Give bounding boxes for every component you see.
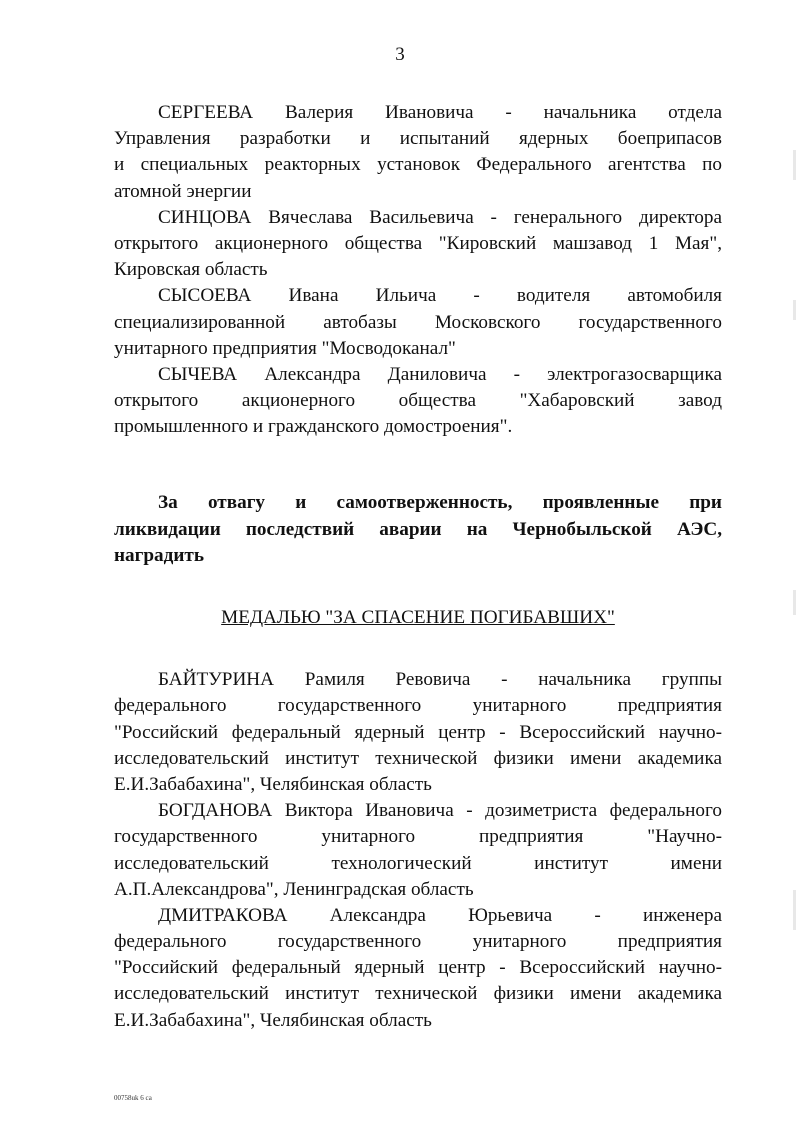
section-gap: [114, 440, 722, 490]
entry-line: и специальных реакторных установок Федерального агентства по: [114, 154, 722, 176]
entry-line: БОГДАНОВА Виктора Ивановича - дозиметриста федерального: [158, 800, 722, 822]
entry-line: "Российский федеральный ядерный центр - Всероссийский научно-: [114, 721, 722, 743]
scan-artifact: [793, 300, 796, 320]
document-body: [114, 100, 722, 1034]
award-entry-bogdanov: [114, 798, 722, 903]
entry-line: СИНЦОВА Вячеслава Васильевича - генерального директора: [158, 206, 722, 228]
award-entry-dmitrakov: [114, 903, 722, 1034]
award-entry-sysoev: [114, 283, 722, 362]
entry-line: СЫЧЕВА Александра Даниловича - электрогазосварщика: [158, 363, 722, 385]
award-entry-sychev: [114, 362, 722, 441]
decree-line: За отвагу и самоотверженность, проявленные при: [158, 492, 722, 514]
entry-line: Е.И.Забабахина", Челябинская область: [114, 773, 432, 795]
scan-artifact: [793, 590, 796, 615]
entry-line: открытого акционерного общества "Кировский машзавод 1 Мая",: [114, 232, 722, 254]
entry-line: специализированной автобазы Московского государственного: [114, 311, 722, 333]
entry-line: атомной энергии: [114, 180, 252, 202]
page-number: 3: [395, 44, 405, 65]
entry-line: промышленного и гражданского домостроения".: [114, 416, 513, 438]
entry-line: открытого акционерного общества "Хабаровский завод: [114, 390, 722, 412]
medal-heading-text: МЕДАЛЬЮ "ЗА СПАСЕНИЕ ПОГИБАВШИХ": [221, 607, 615, 628]
entry-line: Кировская область: [114, 259, 268, 281]
award-entry-baiturin: [114, 667, 722, 798]
decree-paragraph: [114, 490, 722, 569]
section-gap: [114, 631, 722, 667]
entry-line: "Российский федеральный ядерный центр - Всероссийский научно-: [114, 957, 722, 979]
entry-line: исследовательский институт технической физики имени академика: [114, 747, 722, 769]
decree-line: ликвидации последствий аварии на Чернобыльской АЭС,: [114, 518, 722, 540]
entry-line: СЫСОЕВА Ивана Ильича - водителя автомобиля: [158, 285, 722, 307]
entry-line: исследовательский институт технической физики имени академика: [114, 983, 722, 1005]
scan-artifact: [793, 150, 796, 180]
entry-line: Е.И.Забабахина", Челябинская область: [114, 1009, 432, 1031]
entry-line: Управления разработки и испытаний ядерных боеприпасов: [114, 128, 722, 150]
scan-artifact: [793, 890, 796, 930]
medal-heading: [114, 605, 722, 631]
entry-line: ДМИТРАКОВА Александра Юрьевича - инженера: [158, 904, 722, 926]
entry-line: унитарного предприятия "Мосводоканал": [114, 337, 456, 359]
entry-line: исследовательский технологический институт имени: [114, 852, 722, 874]
document-code: 00758uk 6 са: [114, 1094, 152, 1102]
entry-line: А.П.Александрова", Ленинградская область: [114, 878, 474, 900]
decree-line: наградить: [114, 544, 204, 566]
award-entry-sintsov: [114, 205, 722, 284]
entry-line: БАЙТУРИНА Рамиля Ревовича - начальника группы: [158, 669, 722, 691]
section-gap: [114, 569, 722, 605]
entry-line: СЕРГЕЕВА Валерия Ивановича - начальника отдела: [158, 102, 722, 123]
entry-line: федерального государственного унитарного предприятия: [114, 931, 722, 953]
award-entry-sergeev: [114, 100, 722, 205]
entry-line: государственного унитарного предприятия "Научно-: [114, 826, 722, 848]
entry-line: федерального государственного унитарного предприятия: [114, 695, 722, 717]
